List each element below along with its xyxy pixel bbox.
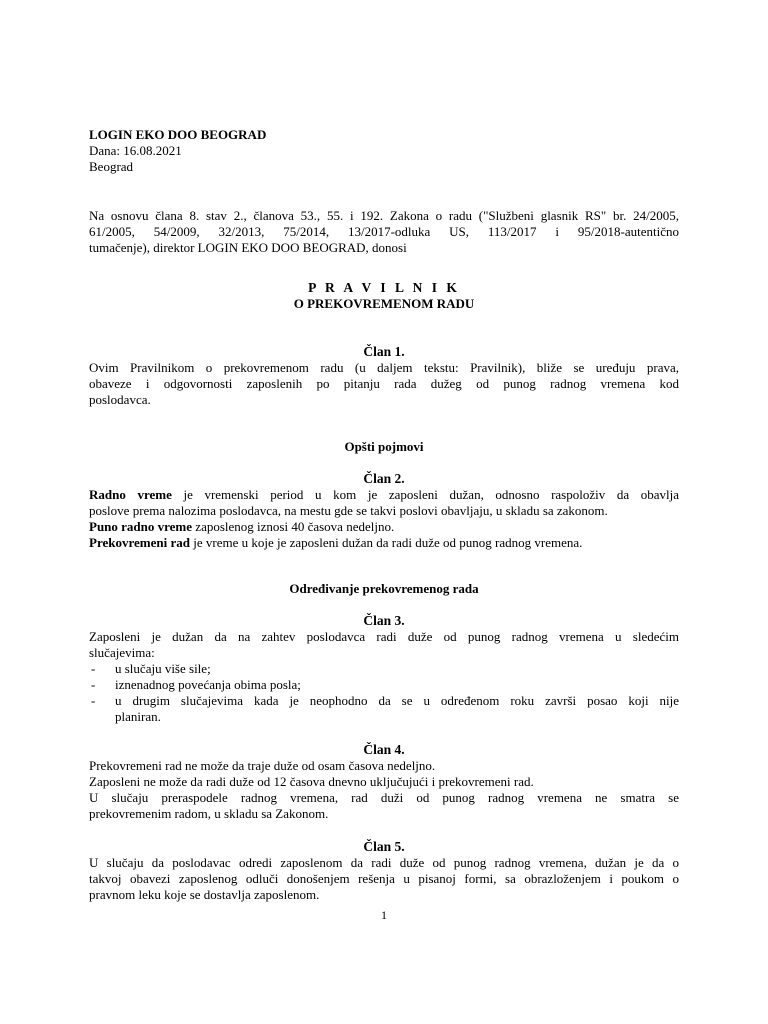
preamble-line: 61/2005, 54/2009, 32/2013, 75/2014, 13/2017-odluka US, 113/2017 i 95/2018-autentično [89,224,679,239]
article-text: Prekovremeni rad ne može da traje duže od osam časova nedeljno. [89,758,436,773]
section-heading: Određivanje prekovremenog rada [289,581,479,596]
term-radno-vreme: Radno vreme [89,487,172,502]
article-1 [89,344,679,408]
dash-bullet: - [91,677,96,692]
article-text: Puno radno vreme zaposlenog iznosi 40 časova nedeljno. [89,519,395,534]
document-page [89,127,679,903]
section-heading: Opšti pojmovi [344,439,424,454]
section-general-terms [89,439,679,455]
article-text: Ovim Pravilnikom o prekovremenom radu (u daljem tekstu: Pravilnik), bliže se uređuju prava, [89,360,679,375]
article-5 [89,839,679,903]
article-text: poslodavca. [89,392,151,407]
article-text: takvoj obavezi zaposlenog odluči donošenjem rešenja u pisanoj formi, sa obrazloženjem i poukom o [89,871,679,886]
article-heading: Član 1. [363,344,405,359]
article-text: prekovremenim radom, u skladu sa Zakonom. [89,806,329,821]
article-text: slučajevima: [89,645,155,660]
document-city: Beograd [89,159,134,174]
list-item: - iznenadnog povećanja obima posla; [91,677,301,692]
article-3 [89,613,679,725]
dash-bullet: - [91,661,96,676]
article-text: pravnom leku koje se dostavlja zaposlenom. [89,887,320,902]
document-title: P R A V I L N I K [308,280,460,295]
article-4 [89,742,679,822]
dash-bullet: - [91,693,96,708]
page-number: 1 [381,908,387,922]
list-item: - u drugim slučajevima kada je neophodno da se u određenom roku završi posao koji nije planiran. [91,693,679,724]
article-text: obaveze i odgovornosti zaposlenih po pitanju rada dužeg od punog radnog vremena kod [89,376,679,391]
document-date: Dana: 16.08.2021 [89,143,182,158]
preamble-line: tumačenje), direktor LOGIN EKO DOO BEOGRAD, donosi [89,240,407,255]
article-2 [89,471,679,551]
article-text: U slučaju preraspodele radnog vremena, rad duži od punog radnog vremena ne smatra se [89,790,679,805]
article-text: Zaposleni je dužan da na zahtev poslodavca radi duže od punog radnog vremena u sledećim [89,629,679,644]
article-heading: Član 2. [363,471,405,486]
term-prekovremeni-rad: Prekovremeni rad [89,535,190,550]
article-text: poslove prema nalozima poslodavca, na mestu gde se takvi poslovi obavljaju, u skladu sa zakonom. [89,503,608,518]
bullet-list [89,661,679,725]
article-text: Zaposleni ne može da radi duže od 12 časova dnevno uključujući i prekovremeni rad. [89,774,534,789]
article-heading: Član 3. [363,613,405,628]
article-text: Radno vreme je vremenski period u kom je zaposleni dužan, odnosno raspoloživ da obavlja [89,487,679,502]
section-determination [89,581,679,597]
document-header [89,127,679,175]
preamble-line: Na osnovu člana 8. stav 2., članova 53., 55. i 192. Zakona o radu ("Službeni glasnik RS" br. 24/2005, [89,208,679,223]
preamble [89,208,679,256]
document-subtitle: O PREKOVREMENOM RADU [293,296,475,311]
company-name: LOGIN EKO DOO BEOGRAD [89,127,267,142]
article-heading: Član 4. [363,742,405,757]
term-puno-radno-vreme: Puno radno vreme [89,519,193,534]
document-title-block [89,280,679,312]
article-text: U slučaju da poslodavac odredi zaposlenom da radi duže od punog radnog vremena, dužan je da o [89,855,679,870]
list-item: - u slučaju više sile; [91,661,211,676]
article-text: Prekovremeni rad je vreme u koje je zaposleni dužan da radi duže od punog radnog vremena. [89,535,583,550]
article-heading: Član 5. [363,839,405,854]
